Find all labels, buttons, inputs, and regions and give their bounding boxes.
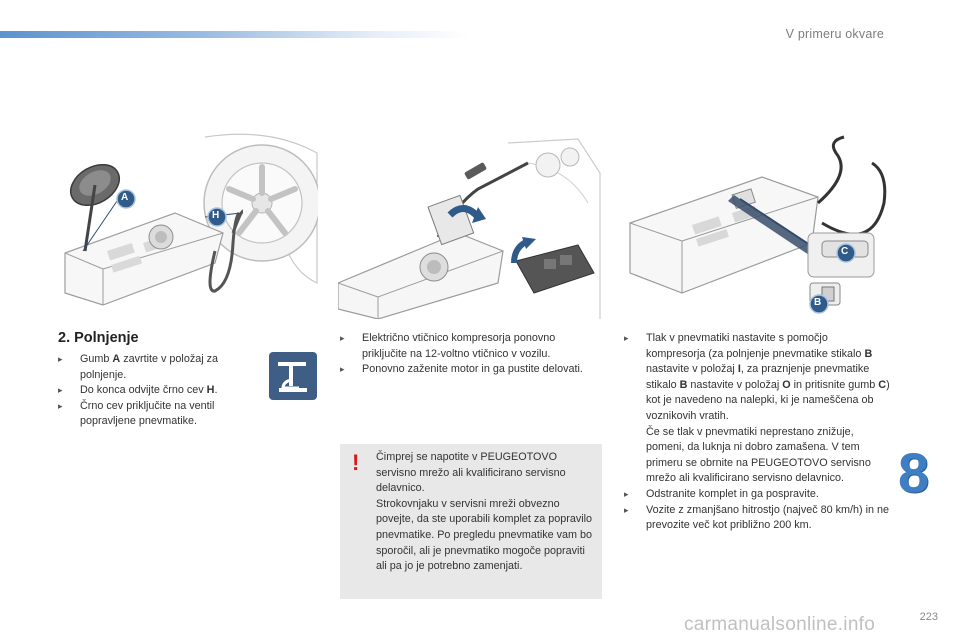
list-item: ▸ Vozite z zmanjšano hitrostjo (največ 80 km/h) in ne prevozite več kot približno 200 km.	[624, 503, 890, 532]
bullet-icon: ▸	[58, 400, 63, 411]
bullet-icon: ▸	[58, 385, 63, 396]
compressor-plug-illustration	[338, 133, 603, 319]
compressor-hose-illustration	[55, 133, 318, 319]
bullet-icon: ▸	[624, 504, 629, 515]
column-1-steps	[58, 352, 248, 430]
bullet-icon: ▸	[624, 488, 629, 499]
tyre-repair-tool-icon	[269, 352, 317, 400]
list-item: ▸ Gumb A zavrtite v položaj za polnjenje.	[58, 353, 219, 381]
page-header-title: V primeru okvare	[785, 27, 884, 41]
warning-box	[340, 444, 602, 599]
bullet-icon: ▸	[340, 364, 345, 375]
column-2-steps	[340, 331, 600, 378]
callout-b: B	[814, 297, 822, 308]
callout-a: A	[121, 192, 129, 203]
chapter-number: 8	[898, 441, 930, 504]
callout-h: H	[212, 210, 220, 221]
section-heading: 2. Polnjenje	[58, 330, 139, 346]
watermark: carmanualsonline.info	[684, 614, 876, 635]
list-item: ▸ Električno vtičnico kompresorja ponovno priključite na 12-voltno vtičnico v vozilu.	[340, 332, 556, 360]
list-item: ▸ Odstranite komplet in ga pospravite.	[624, 487, 890, 503]
header-accent-bar	[0, 31, 470, 38]
column-3-steps	[624, 331, 890, 534]
list-item: ▸ Črno cev priključite na ventil popravljene pnevmatike.	[58, 399, 215, 428]
list-item: ▸ Ponovno zaženite motor in ga pustite delovati.	[340, 362, 600, 378]
page-number: 223	[919, 611, 938, 623]
compressor-switch-illustration	[622, 133, 887, 319]
list-item: ▸ Tlak v pnevmatiki nastavite s pomočjo kompresorja (za polnjenje pnevmatike stikalo B nastavite v položaj I, za praznjenje pnevmatike stikalo B nastavite v položaj O in pritisnite gumb C) kot je navedeno na nalepki, ki je nameščena ob voznikovih vratih. Če se tlak v pnevmatiki neprestano znižuje, pomeni, da luknja ni dobro zamašena. V tem primeru se obrnite na PEUGEOTOVO servisno mrežo ali kvalificirano servisno delavnico.	[624, 332, 890, 485]
bullet-icon: ▸	[340, 333, 345, 343]
callout-c: C	[841, 246, 849, 257]
warning-text: Čimprej se napotite v PEUGEOTOVO servisno mrežo ali kvalificirano servisno delavnico. Strokovnjaku v servisni mreži obvezno povejte, da ste uporabili komplet za popravilo pnevmatike. Po pregledu pnevmatike vam bo sporočil, ali je pnevmatiko mogoče popraviti ali pa jo je potrebno zamenjati.	[376, 451, 593, 573]
bullet-icon: ▸	[624, 333, 629, 343]
warning-icon: !	[352, 450, 360, 475]
list-item: ▸ Do konca odvijte črno cev H.	[58, 383, 248, 399]
bullet-icon: ▸	[58, 354, 63, 364]
